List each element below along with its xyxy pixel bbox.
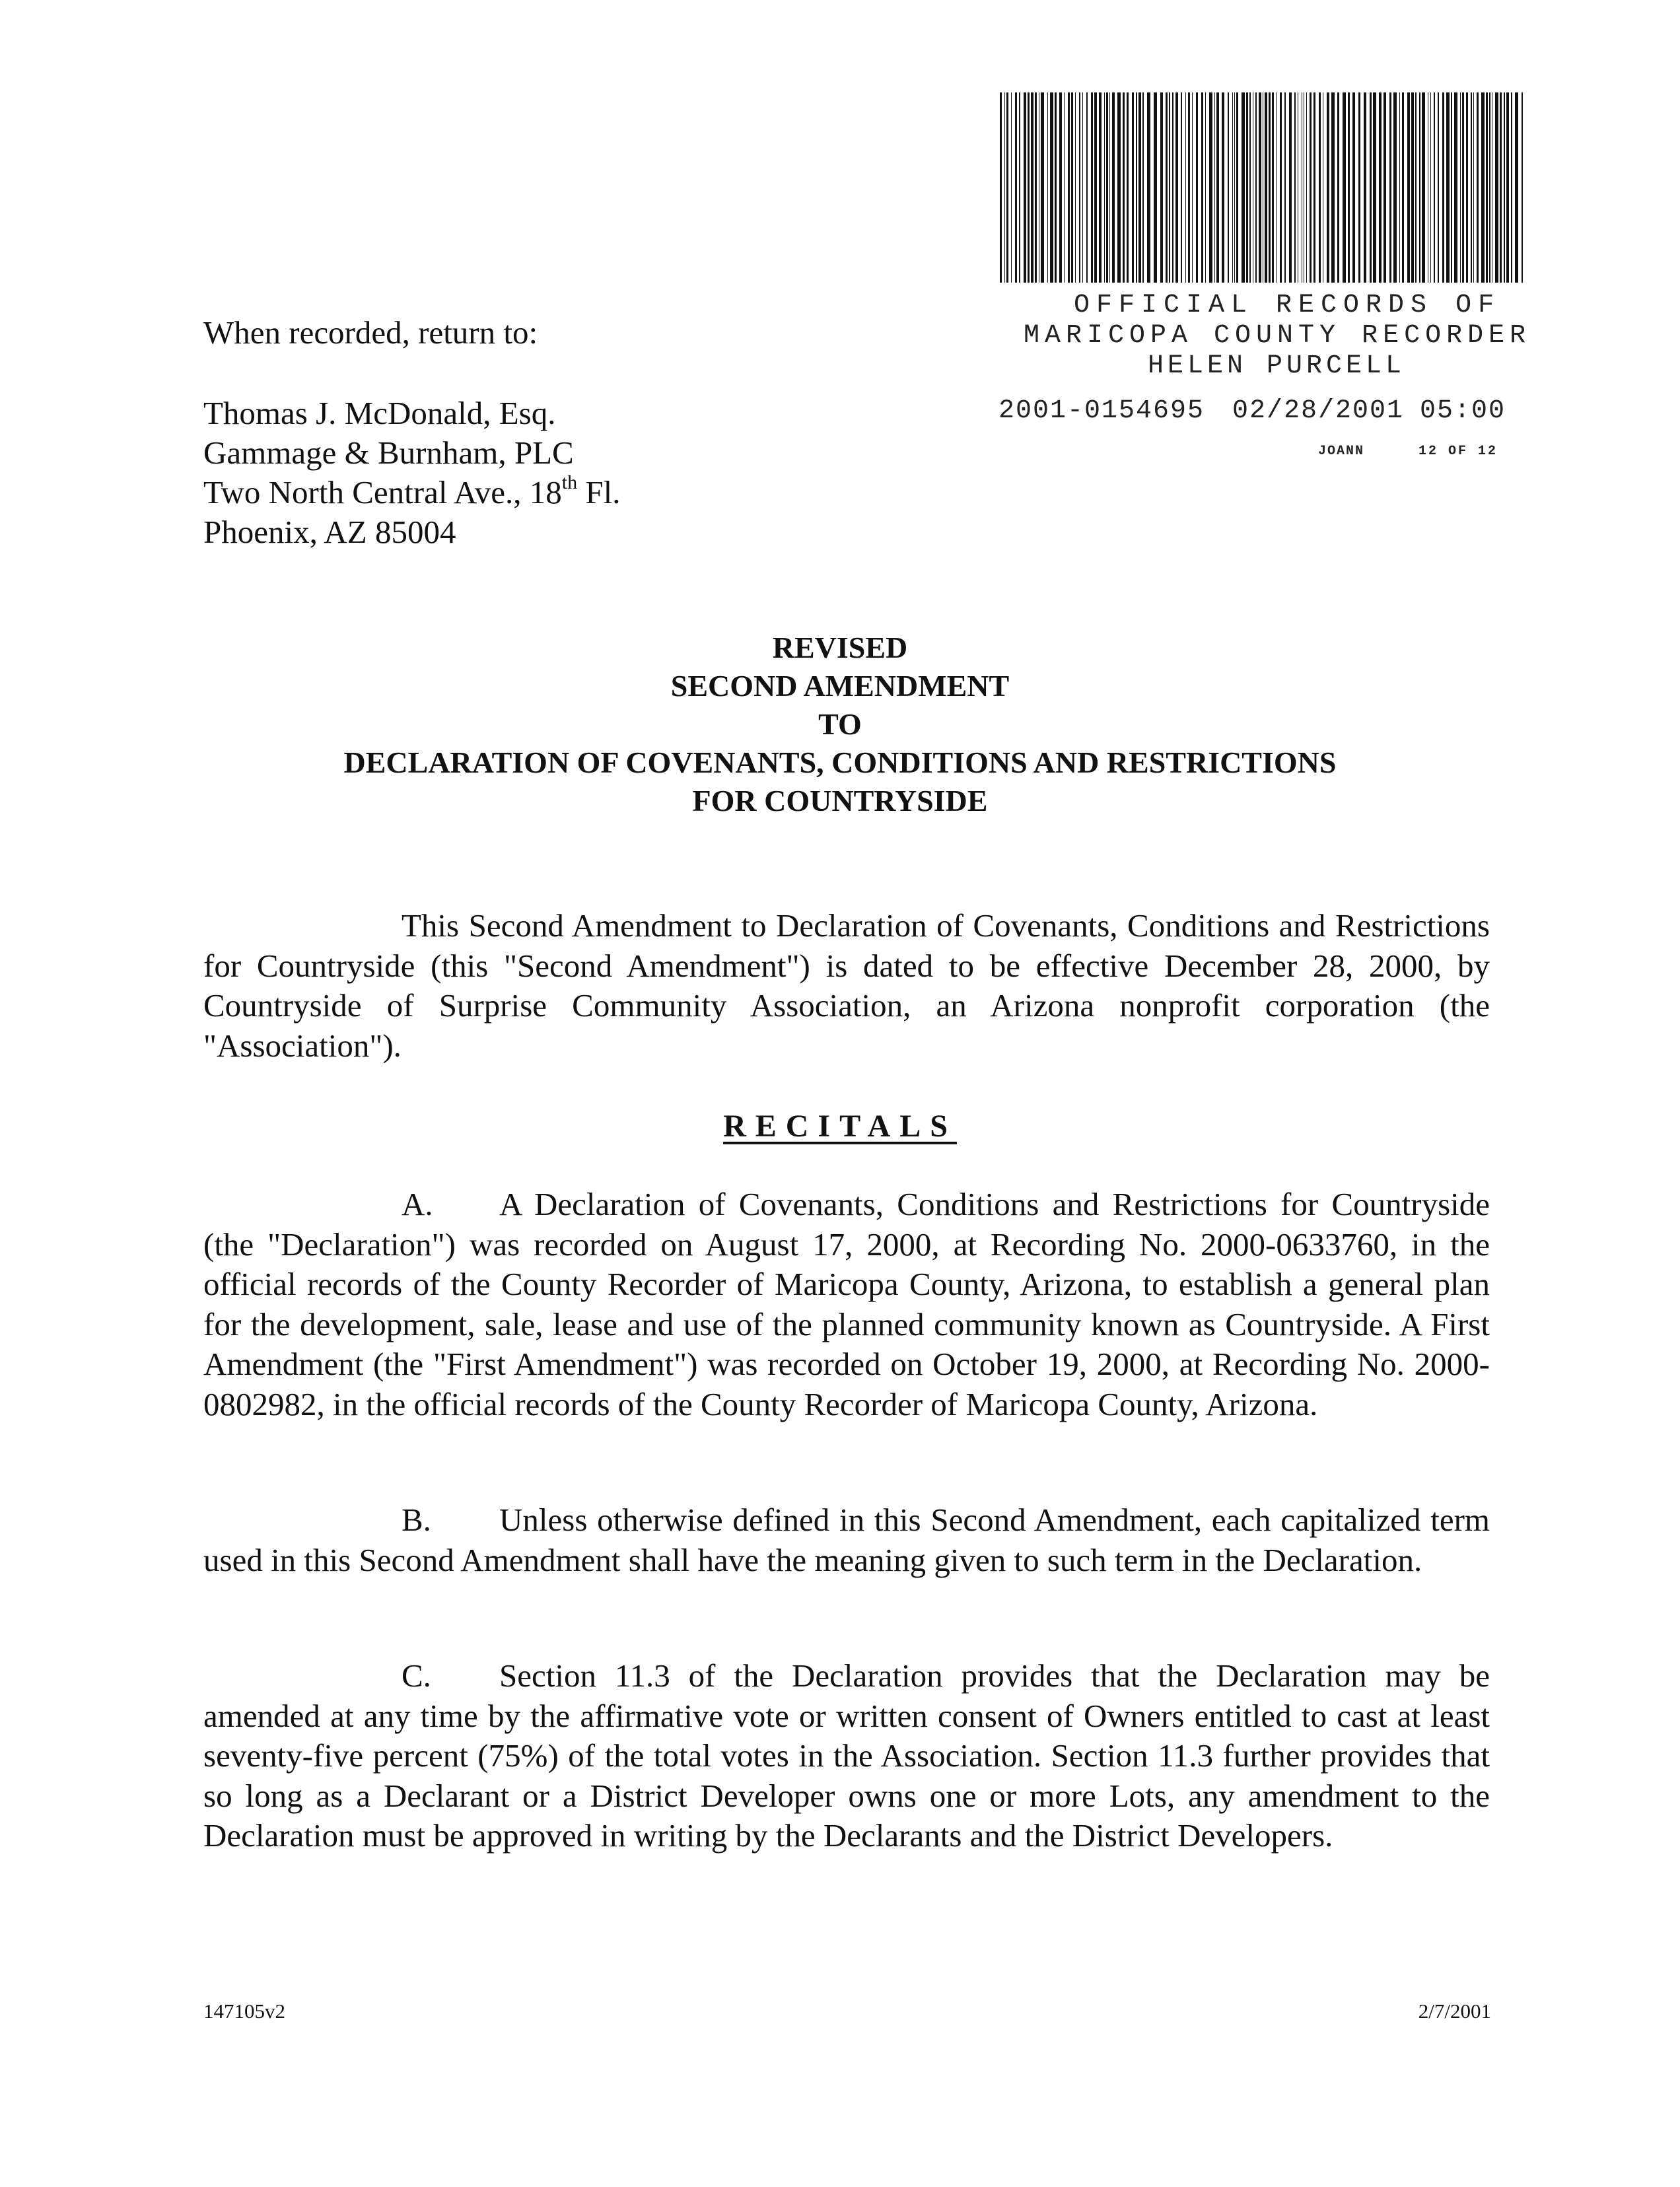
- barcode-bar: [1246, 92, 1248, 283]
- stamp-line-official-records: OFFICIAL RECORDS OF: [1074, 291, 1501, 320]
- barcode-bar: [1082, 92, 1083, 283]
- barcode-bar: [1259, 92, 1261, 283]
- barcode-bar: [1094, 92, 1097, 283]
- barcode-bar: [1236, 92, 1238, 283]
- barcode-bar: [1399, 92, 1400, 283]
- barcode-bar: [1411, 92, 1414, 283]
- barcode-bar: [1306, 92, 1307, 283]
- title-line-revised: REVISED: [772, 631, 908, 664]
- barcode-bar: [1127, 92, 1129, 283]
- barcode-bar: [1379, 92, 1382, 283]
- barcode-bar: [1050, 92, 1053, 283]
- barcode-bar: [1075, 92, 1076, 283]
- recital-c-label: C.: [402, 1657, 431, 1694]
- barcode-bar: [1269, 92, 1271, 283]
- barcode-bar: [1473, 92, 1474, 283]
- barcode-bar: [1438, 92, 1439, 283]
- barcode-bar: [1422, 92, 1425, 283]
- barcode-bar: [1181, 92, 1182, 283]
- barcode-bar: [1234, 92, 1235, 283]
- stamp-line-county-recorder: MARICOPA COUNTY RECORDER: [1024, 321, 1531, 351]
- recital-c: [203, 1656, 1490, 1856]
- barcode-bar: [1106, 92, 1108, 283]
- barcode-bar: [1419, 92, 1420, 283]
- barcode-bar: [1272, 92, 1274, 283]
- barcode-bar: [1079, 92, 1080, 283]
- return-address: [203, 473, 620, 512]
- barcode-bar: [1160, 92, 1163, 283]
- barcode-bar: [1232, 92, 1233, 283]
- barcode-bar: [1284, 92, 1286, 283]
- recital-c-text: Section 11.3 of the Declaration provides that the Declaration may be amended at any time by the affirmative vote or written consent of Owners entitled to cast at least seventy-five percent (75%) of the total votes in the Association. Section 11.3 further provides that so long as a Declarant or a District Developer owns one or more Lots, any amendment to the Declaration must be approved in writing by the Declarants and the District Developers.: [203, 1657, 1490, 1854]
- barcode-bar: [1123, 92, 1125, 283]
- barcode-bar: [1265, 92, 1267, 283]
- barcode-bar: [1515, 92, 1518, 283]
- return-address-street: Two North Central Ave., 18: [203, 474, 562, 510]
- stamp-document-number: 2001-0154695: [998, 396, 1205, 426]
- barcode-bar: [1138, 92, 1141, 283]
- barcode-bar: [1280, 92, 1282, 283]
- barcode-bar: [1389, 92, 1391, 283]
- barcode-bar: [1370, 92, 1372, 283]
- barcode-bar: [1319, 92, 1321, 283]
- barcode-bar: [1205, 92, 1206, 283]
- barcode-bar: [1495, 92, 1498, 283]
- barcode-bar: [1000, 92, 1002, 283]
- barcode-bar: [1289, 92, 1292, 283]
- barcode-bar: [1201, 92, 1203, 283]
- barcode-bar: [1249, 92, 1251, 283]
- barcode-bar: [1117, 92, 1121, 283]
- barcode-bar: [1024, 92, 1026, 283]
- title-line-countryside: FOR COUNTRYSIDE: [692, 784, 988, 817]
- barcode-bar: [1481, 92, 1485, 283]
- recital-a: [203, 1185, 1490, 1424]
- barcode-bar: [1430, 92, 1431, 283]
- barcode-bar: [1006, 92, 1008, 283]
- barcode-bar: [1104, 92, 1105, 283]
- barcode-bar: [1019, 92, 1020, 283]
- recital-a-label: A.: [402, 1186, 433, 1222]
- stamp-line-recorder-name: HELEN PURCELL: [1148, 351, 1406, 381]
- footer-document-id: 147105v2: [203, 1999, 285, 2023]
- barcode-bar: [1486, 92, 1488, 283]
- barcode-bar: [1031, 92, 1033, 283]
- barcode-bar: [1015, 92, 1017, 283]
- barcode-bar: [1402, 92, 1404, 283]
- barcode-bar: [1132, 92, 1134, 283]
- barcode-bar: [1154, 92, 1157, 283]
- barcode-bar: [1209, 92, 1212, 283]
- recitals-heading: RECITALS: [723, 1109, 957, 1144]
- barcode-bar: [1407, 92, 1410, 283]
- barcode-bar: [1175, 92, 1178, 283]
- barcode-bar: [1228, 92, 1229, 283]
- stamp-time: 05:00: [1420, 396, 1506, 426]
- barcode-bar: [1460, 92, 1461, 283]
- title-line-second-amendment: SECOND AMENDMENT: [670, 669, 1010, 703]
- barcode-bar: [1004, 92, 1005, 283]
- barcode-bar: [1383, 92, 1386, 283]
- return-address-floor: Fl.: [577, 474, 621, 510]
- barcode-bar: [1276, 92, 1277, 283]
- barcode-bar: [1327, 92, 1329, 283]
- recital-b: [203, 1500, 1490, 1580]
- barcode-bar: [1294, 92, 1296, 283]
- barcode-bar: [1192, 92, 1193, 283]
- barcode-bar: [1086, 92, 1088, 283]
- barcode-bar: [1331, 92, 1335, 283]
- barcode-bar: [1099, 92, 1102, 283]
- barcode-bar: [1112, 92, 1115, 283]
- barcode-bar: [1091, 92, 1093, 283]
- barcode-bar: [1028, 92, 1030, 283]
- barcode-bar: [1415, 92, 1417, 283]
- barcode-bar: [1185, 92, 1186, 283]
- barcode-bar: [1511, 92, 1512, 283]
- intro-text: This Second Amendment to Declaration of Covenants, Conditions and Restrictions for Countryside (this "Second Amendment") is dated to be effective December 28, 2000, by Countryside of Surprise Community Association, an Arizona nonprofit corporation (the "Association").: [203, 907, 1490, 1064]
- stamp-date: 02/28/2001: [1232, 396, 1405, 426]
- barcode-bar: [1055, 92, 1057, 283]
- barcode-bar: [1071, 92, 1073, 283]
- barcode-bar: [1166, 92, 1168, 283]
- recital-b-text: Unless otherwise defined in this Second Amendment, each capitalized term used in this Second Amendment shall have the meaning given to such term in the Declaration.: [203, 1502, 1490, 1578]
- barcode-bar: [1222, 92, 1224, 283]
- barcode-bar: [1489, 92, 1490, 283]
- recital-a-text: A Declaration of Covenants, Conditions and Restrictions for Countryside (the "Declaration") was recorded on August 17, 2000, at Recording No. 2000-0633760, in the official records of the County Recorder of Maricopa County, Arizona, to establish a general plan for the development, sale, lease and use of the planned community known as Countryside. A First Amendment (the "First Amendment") was recorded on October 19, 2000, at Recording No. 2000-0802982, in the official records of the County Recorder of Maricopa County, Arizona.: [203, 1186, 1490, 1422]
- barcode-bar: [1059, 92, 1062, 283]
- recital-b-label: B.: [402, 1502, 431, 1538]
- return-address-superscript: th: [561, 471, 578, 493]
- barcode-bar: [1337, 92, 1339, 283]
- barcode-bar: [1348, 92, 1350, 283]
- barcode-bar: [1142, 92, 1144, 283]
- barcode-bar: [1446, 92, 1450, 283]
- barcode-bar: [1255, 92, 1257, 283]
- return-name: Thomas J. McDonald, Esq.: [203, 395, 556, 431]
- barcode-bar: [1451, 92, 1452, 283]
- barcode-bar: [1172, 92, 1173, 283]
- barcode-bar: [1188, 92, 1190, 283]
- stamp-page-count: 12 OF 12: [1418, 444, 1498, 459]
- barcode-bar: [1313, 92, 1315, 283]
- return-heading: When recorded, return to:: [203, 314, 538, 351]
- barcode-bar: [1358, 92, 1360, 283]
- stamp-clerk: JOANN: [1318, 444, 1365, 459]
- barcode-bar: [1352, 92, 1355, 283]
- barcode-bar: [1504, 92, 1505, 283]
- footer-date: 2/7/2001: [1418, 1999, 1491, 2023]
- barcode-bar: [1466, 92, 1468, 283]
- title-line-to: TO: [818, 707, 862, 741]
- barcode-bar: [1136, 92, 1137, 283]
- barcode-bar: [1477, 92, 1479, 283]
- barcode-bar: [1471, 92, 1472, 283]
- barcode-bar: [1147, 92, 1150, 283]
- barcode-bar: [1216, 92, 1219, 283]
- return-city: Phoenix, AZ 85004: [203, 514, 456, 550]
- barcode-bar: [1169, 92, 1170, 283]
- barcode-bar: [1035, 92, 1037, 283]
- title-line-declaration: DECLARATION OF COVENANTS, CONDITIONS AND RESTRICTIONS: [343, 746, 1337, 779]
- barcode-image: [1000, 92, 1525, 283]
- barcode-bar: [1393, 92, 1397, 283]
- barcode-bar: [1500, 92, 1502, 283]
- barcode-bar: [1343, 92, 1346, 283]
- barcode-bar: [1462, 92, 1464, 283]
- barcode-bar: [1109, 92, 1110, 283]
- barcode-bar: [1064, 92, 1065, 283]
- barcode-bar: [1310, 92, 1312, 283]
- barcode-bar: [1442, 92, 1444, 283]
- barcode-bar: [1047, 92, 1048, 283]
- barcode-bar: [1214, 92, 1215, 283]
- barcode-bar: [1196, 92, 1198, 283]
- barcode-bar: [1041, 92, 1044, 283]
- barcode-bar: [1434, 92, 1435, 283]
- barcode-bar: [1364, 92, 1366, 283]
- barcode-bar: [1506, 92, 1509, 283]
- barcode-bar: [1454, 92, 1457, 283]
- barcode-bar: [1373, 92, 1376, 283]
- barcode-bar: [1068, 92, 1070, 283]
- intro-paragraph: [203, 906, 1490, 1066]
- return-firm: Gammage & Burnham, PLC: [203, 434, 574, 471]
- barcode-bar: [1242, 92, 1245, 283]
- barcode-bar: [1011, 92, 1012, 283]
- barcode-bar: [1522, 92, 1523, 283]
